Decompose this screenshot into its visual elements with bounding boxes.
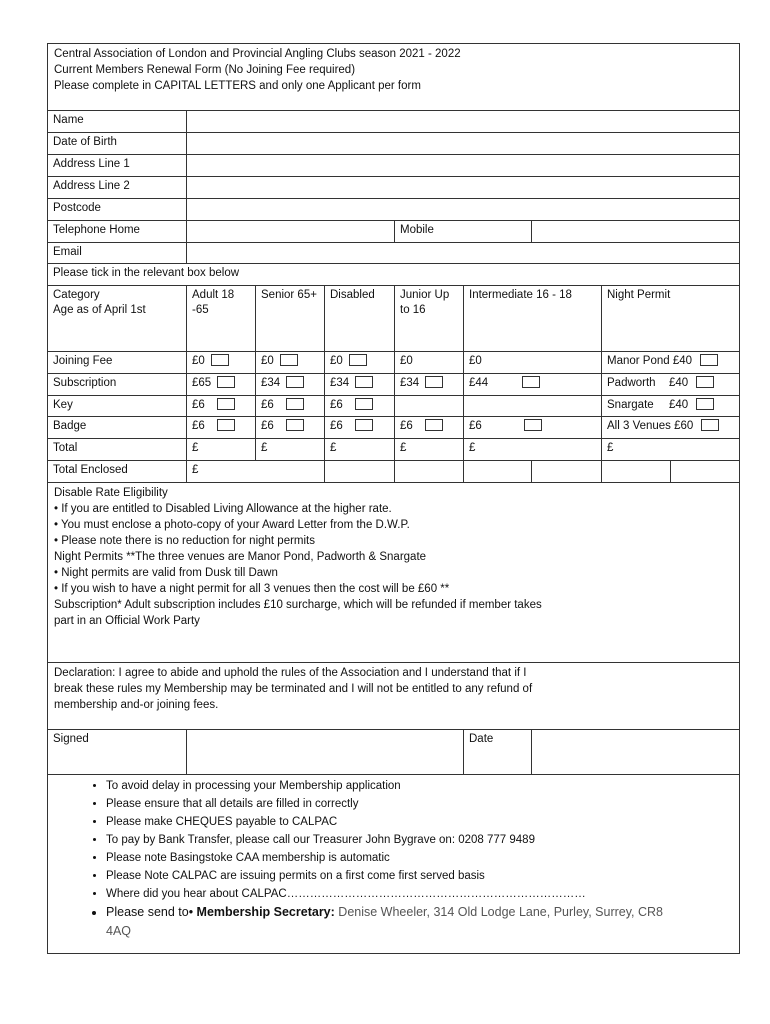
key-disabled-checkbox[interactable] [355,398,373,410]
badge-senior-price: £6 [261,420,274,432]
date-field[interactable] [532,730,739,775]
instruction-item: • Please note Basingstoke CAA membership is automatic [106,849,733,867]
total-enclosed-empty-4 [532,461,602,483]
instruction-item: • Please make CHEQUES payable to CALPAC [106,813,733,831]
key-senior-checkbox[interactable] [286,398,304,410]
total-disabled[interactable]: £ [325,439,395,461]
telephone-label: Telephone Home [48,221,187,243]
dob-input[interactable] [187,133,739,155]
email-input[interactable] [187,243,739,264]
tick-instruction: Please tick in the relevant box below [48,264,739,286]
total-junior[interactable]: £ [395,439,464,461]
total-senior[interactable]: £ [256,439,325,461]
date-label: Date [464,730,532,775]
key-intermediate [464,396,602,417]
badge-adult [187,417,256,439]
junior-header: Junior Up to 16 [395,286,464,352]
joining-fee-intermediate: £0 [464,352,602,374]
intermediate-header: Intermediate 16 - 18 [464,286,602,352]
email-label: Email [48,243,187,264]
night-manor-pond-label: Manor Pond £40 [607,355,693,367]
total-enclosed-label: Total Enclosed [48,461,187,483]
signed-label: Signed [48,730,187,775]
subscription-disabled-checkbox[interactable] [355,376,373,388]
badge-label: Badge [48,417,187,439]
adult-header: Adult 18 -65 [187,286,256,352]
send-to-item [106,903,733,941]
total-label: Total [48,439,187,461]
joining-fee-disabled-checkbox[interactable] [349,354,367,366]
instruction-item: • Please ensure that all details are filled in correctly [106,795,733,813]
instructions [48,775,739,953]
joining-fee-senior-checkbox[interactable] [280,354,298,366]
header-title: Central Association of London and Provincial Angling Clubs season 2021 - 2022 [54,48,461,60]
membership-secretary-label: Membership Secretary: [196,905,335,919]
night-all-venues-label: All 3 Venues £60 [607,420,694,432]
badge-adult-price: £6 [192,420,205,432]
night-padworth-checkbox[interactable] [696,376,714,388]
note-line: • You must enclose a photo-copy of your Award Letter from the D.W.P. [54,519,410,531]
key-junior [395,396,464,417]
badge-disabled-price: £6 [330,420,343,432]
eligibility-notes [48,483,739,663]
joining-fee-senior-price: £0 [261,355,274,367]
night-snargate [602,396,739,417]
subscription-senior [256,374,325,396]
category-header [48,286,187,352]
instruction-item: • To pay by Bank Transfer, please call our Treasurer John Bygrave on: 0208 777 9489 [106,831,733,849]
declaration-line: Declaration: I agree to abide and uphold the rules of the Association and I understand that if I [54,667,527,679]
declaration-line: break these rules my Membership may be terminated and I will not be entitled to any refund of [54,683,533,695]
mobile-input[interactable] [532,221,739,243]
subscription-adult-checkbox[interactable] [217,376,235,388]
header-subtitle: Current Members Renewal Form (No Joining Fee required) [54,64,356,76]
address2-input[interactable] [187,177,739,199]
declaration-line: membership and-or joining fees. [54,699,219,711]
night-all-venues [602,417,739,439]
senior-header: Senior 65+ [256,286,325,352]
subscription-senior-price: £34 [261,377,281,389]
joining-fee-adult [187,352,256,374]
signature-field[interactable] [187,730,464,775]
joining-fee-adult-checkbox[interactable] [211,354,229,366]
badge-junior-price: £6 [400,420,413,432]
night-padworth-price: £40 [669,377,689,389]
subscription-adult-price: £65 [192,377,212,389]
address2-label: Address Line 2 [48,177,187,199]
send-to-prefix: Please send to• [106,905,197,919]
night-snargate-price: £40 [669,399,689,411]
instruction-item: • Where did you hear about CALPAC…………………………………………………………………… [106,885,733,903]
key-senior [256,396,325,417]
total-adult[interactable]: £ [187,439,256,461]
key-label: Key [48,396,187,417]
subscription-disabled [325,374,395,396]
badge-junior [395,417,464,439]
subscription-intermediate [464,374,602,396]
total-enclosed-empty-6 [671,461,739,483]
note-line: • Please note there is no reduction for night permits [54,535,316,547]
subscription-label: Subscription [48,374,187,396]
subscription-senior-checkbox[interactable] [286,376,304,388]
joining-fee-senior [256,352,325,374]
total-enclosed-empty-1 [325,461,395,483]
note-line: • If you are entitled to Disabled Living Allowance at the higher rate. [54,503,392,515]
subscription-adult [187,374,256,396]
address1-input[interactable] [187,155,739,177]
joining-fee-junior: £0 [395,352,464,374]
badge-junior-checkbox[interactable] [425,419,443,431]
subscription-intermediate-price: £44 [469,377,489,389]
badge-disabled [325,417,395,439]
key-adult-checkbox[interactable] [217,398,235,410]
night-snargate-label: Snargate [607,399,654,411]
mobile-label: Mobile [395,221,532,243]
total-enclosed-empty-5 [602,461,671,483]
joining-fee-disabled-price: £0 [330,355,343,367]
postcode-label: Postcode [48,199,187,221]
declaration [48,663,739,730]
night-permit-header: Night Permit [602,286,739,352]
send-to-address: Denise Wheeler, 314 Old Lodge Lane, Purley, Surrey, CR8 [334,905,663,919]
total-enclosed-empty-2 [395,461,464,483]
disabled-header: Disabled [325,286,395,352]
joining-fee-adult-price: £0 [192,355,205,367]
subscription-junior-checkbox[interactable] [425,376,443,388]
badge-intermediate [464,417,602,439]
badge-intermediate-checkbox[interactable] [524,419,542,431]
name-label: Name [48,111,187,133]
subscription-intermediate-checkbox[interactable] [522,376,540,388]
membership-form [47,43,740,954]
joining-fee-label: Joining Fee [48,352,187,374]
badge-intermediate-price: £6 [469,420,482,432]
age-label: Age as of April 1st [53,304,146,316]
telephone-input[interactable] [187,221,395,243]
key-adult-price: £6 [192,399,205,411]
badge-adult-checkbox[interactable] [217,419,235,431]
badge-disabled-checkbox[interactable] [355,419,373,431]
key-senior-price: £6 [261,399,274,411]
address1-label: Address Line 1 [48,155,187,177]
note-line: part in an Official Work Party [54,615,200,627]
key-disabled-price: £6 [330,399,343,411]
note-line: • Night permits are valid from Dusk till Dawn [54,567,278,579]
night-manor-pond [602,352,739,374]
header-instruction: Please complete in CAPITAL LETTERS and only one Applicant per form [54,80,421,92]
note-line: Disable Rate Eligibility [54,487,168,499]
subscription-disabled-price: £34 [330,377,350,389]
note-line: Night Permits **The three venues are Manor Pond, Padworth & Snargate [54,551,427,563]
total-intermediate[interactable]: £ [464,439,602,461]
key-disabled [325,396,395,417]
dob-label: Date of Birth [48,133,187,155]
total-enclosed-input[interactable]: £ [187,461,325,483]
instruction-item: • Please Note CALPAC are issuing permits on a first come first served basis [106,867,733,885]
send-to-address-cont: 4AQ [106,924,132,938]
night-snargate-checkbox[interactable] [696,398,714,410]
night-padworth [602,374,739,396]
note-line: Subscription* Adult subscription includes £10 surcharge, which will be refunded if member takes [54,599,542,611]
subscription-junior-price: £34 [400,377,420,389]
category-label: Category [53,289,100,301]
key-adult [187,396,256,417]
subscription-junior [395,374,464,396]
badge-senior-checkbox[interactable] [286,419,304,431]
form-header [48,44,739,111]
total-night[interactable]: £ [602,439,739,461]
instruction-item: • To avoid delay in processing your Membership application [106,777,733,795]
total-enclosed-empty-3 [464,461,532,483]
postcode-input[interactable] [187,199,739,221]
night-padworth-label: Padworth [607,377,656,389]
note-line: • If you wish to have a night permit for all 3 venues then the cost will be £60 ** [54,583,450,595]
night-manor-pond-checkbox[interactable] [700,354,718,366]
night-all-venues-checkbox[interactable] [701,419,719,431]
joining-fee-disabled [325,352,395,374]
name-input[interactable] [187,111,739,133]
instructions-list [54,777,733,941]
badge-senior [256,417,325,439]
